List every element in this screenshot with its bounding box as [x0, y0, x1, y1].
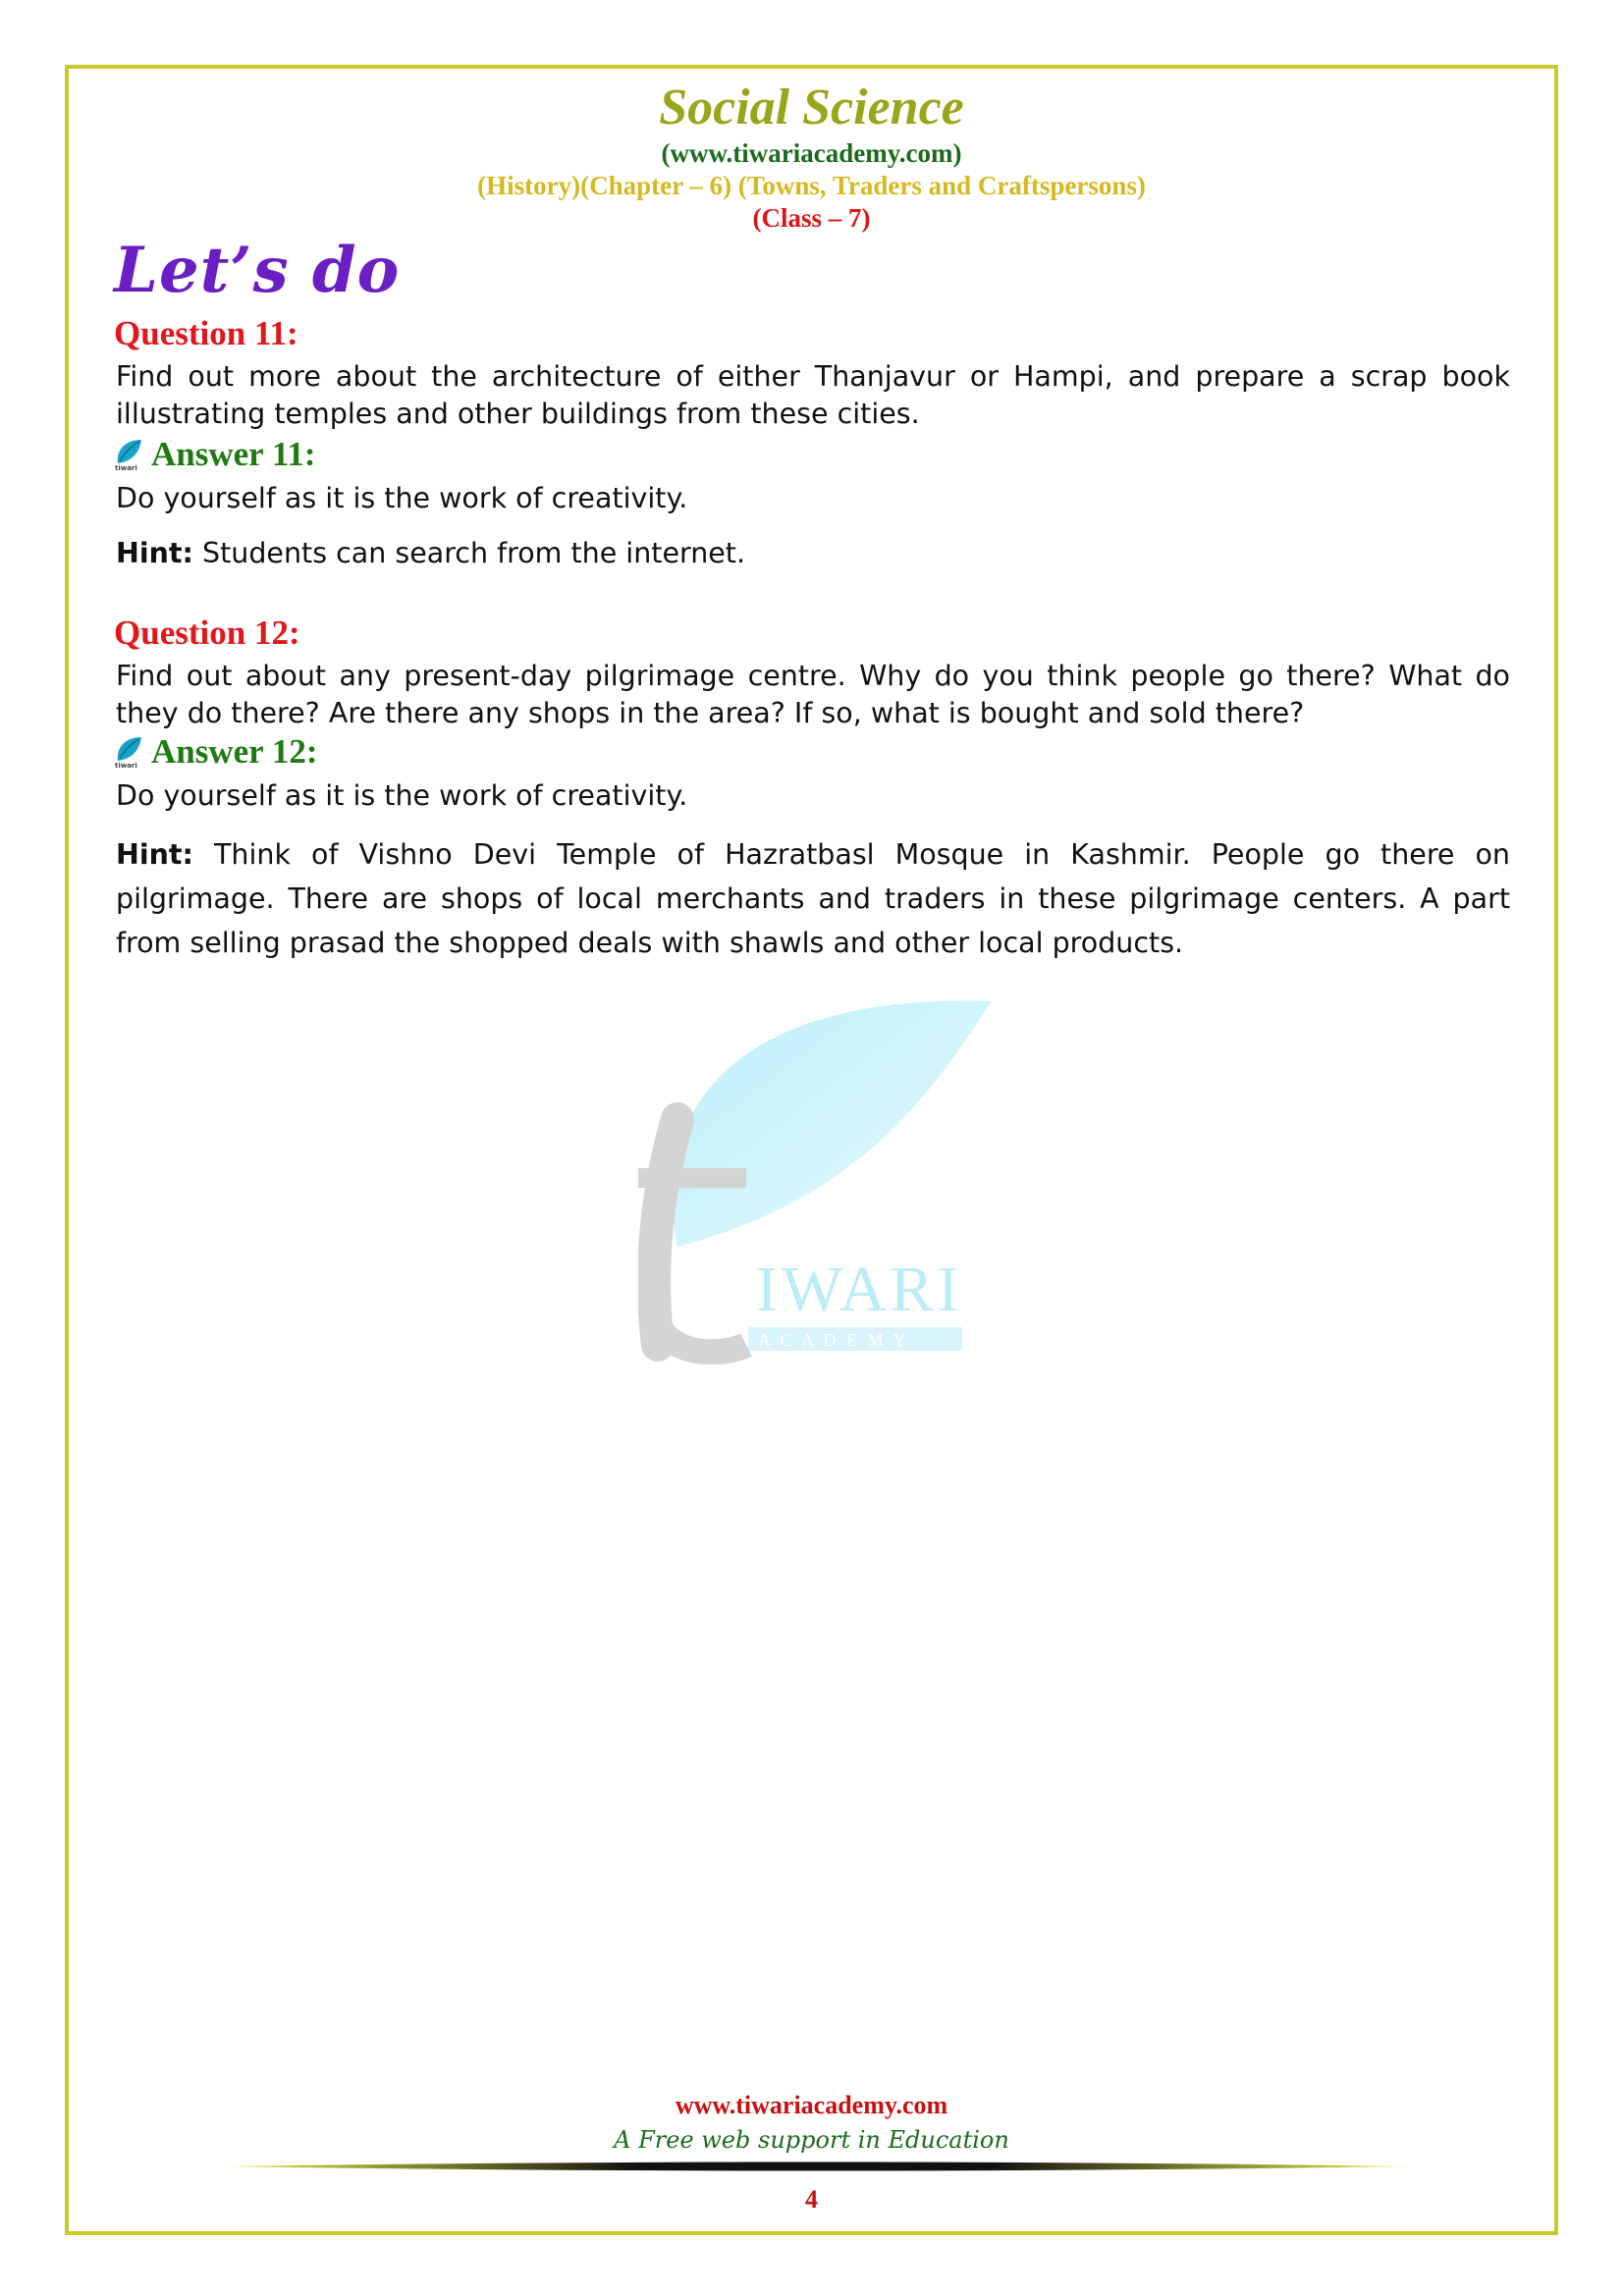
hint-paragraph [116, 832, 1510, 965]
watermark-name: IWARI [756, 1254, 963, 1325]
watermark-sub: A C A D E M Y [758, 1330, 909, 1350]
header-chapter: (History)(Chapter – 6) (Towns, Traders and Craftspersons) [477, 171, 1146, 200]
answer-heading-label: Answer 12: [151, 732, 318, 771]
svg-text:tiwari: tiwari [115, 464, 137, 471]
question-heading: Question 12: [114, 614, 300, 652]
question-text: Find out about any present-day pilgrimage centre. Why do you think people go there? What do they do there? Are there any shops in the area? If so, what is bought and sold there? [116, 660, 1510, 729]
tiwari-logo-icon [114, 438, 143, 471]
question-heading: Question 11: [114, 314, 298, 352]
footer-site-link[interactable]: www.tiwariacademy.com [675, 2091, 948, 2119]
answer-text: Do yourself as it is the work of creativity. [116, 482, 688, 514]
footer-divider [226, 2160, 1404, 2173]
hint-label: Hint: [116, 537, 193, 569]
answer-heading [114, 435, 316, 474]
tiwari-logo-icon [114, 735, 143, 769]
hint-text: Think of Vishno Devi Temple of Hazratbasl Mosque in Kashmir. People go there on pilgrimage. There are shops of local merchants and traders in these pilgrimage centers. A part from selling prasad the shopped deals with shawls and other local products. [116, 838, 1510, 959]
header-class: (Class – 7) [752, 203, 871, 233]
hint-paragraph [116, 535, 1510, 572]
footer-tagline: A Free web support in Education [614, 2126, 1009, 2154]
answer-heading-label: Answer 11: [151, 435, 316, 473]
hint-text: Students can search from the internet. [202, 537, 746, 569]
header-site: (www.tiwariacademy.com) [661, 138, 962, 168]
page-title: Social Science [659, 80, 964, 135]
page-number: 4 [805, 2185, 818, 2214]
section-heading: Let’s do [114, 234, 401, 307]
answer-heading [114, 732, 317, 772]
answer-text: Do yourself as it is the work of creativity. [116, 779, 688, 812]
svg-text:tiwari: tiwari [115, 762, 137, 769]
question-text: Find out more about the architecture of either Thanjavur or Hampi, and prepare a scrap book illustrating temples and other buildings from these cities. [116, 360, 1510, 430]
tiwari-academy-watermark [638, 972, 992, 1364]
hint-label: Hint: [116, 838, 193, 871]
